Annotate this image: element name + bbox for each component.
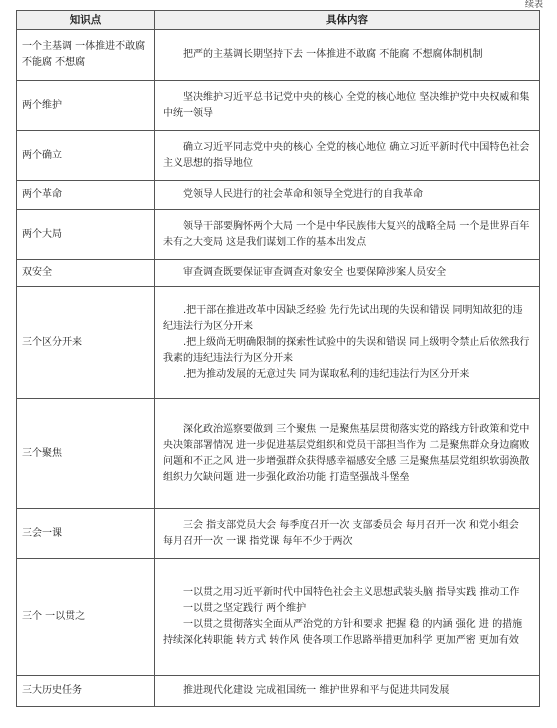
row-topic: 两个维护 bbox=[17, 81, 155, 131]
table-row bbox=[17, 81, 540, 131]
table-row bbox=[17, 260, 540, 287]
content-line: 审查调查既要保证审查调查对象安全 也要保障涉案人员安全 bbox=[183, 267, 447, 278]
continued-label: 续表 bbox=[524, 0, 543, 10]
table-row bbox=[17, 131, 540, 181]
row-content bbox=[155, 559, 540, 676]
row-topic: 双安全 bbox=[17, 260, 155, 287]
row-topic: 三大历史任务 bbox=[17, 676, 155, 707]
table-row bbox=[17, 30, 540, 81]
content-line: 推进现代化建设 完成祖国统一 维护世界和平与促进共同发展 bbox=[183, 685, 450, 696]
row-topic: 两个大局 bbox=[17, 210, 155, 260]
row-topic: 一个主基调 一体推进不敢腐 不能腐 不想腐 bbox=[17, 30, 155, 81]
row-content bbox=[155, 210, 540, 260]
content-line: .把上级尚无明确限制的探索性试验中的失误和错误 同上级明令禁止后依然我行我素的违纪违法行为区分开来 bbox=[163, 336, 530, 364]
row-content bbox=[155, 287, 540, 399]
content-line: 把严的主基调长期坚持下去 一体推进不敢腐 不能腐 不想腐体制机制 bbox=[183, 49, 483, 60]
content-line: 坚决维护习近平总书记党中央的核心 全党的核心地位 坚决维护党中央权威和集中统一领导 bbox=[163, 91, 530, 119]
row-content bbox=[155, 399, 540, 509]
header-content: 具体内容 bbox=[155, 11, 540, 30]
row-topic: 三个 一以贯之 bbox=[17, 559, 155, 676]
table-row bbox=[17, 181, 540, 210]
content-line: 一以贯之坚定践行 两个维护 bbox=[183, 603, 307, 614]
row-content bbox=[155, 260, 540, 287]
table-row bbox=[17, 287, 540, 399]
content-line: 一以贯之贯彻落实全面从严治党的方针和要求 把握 稳 的内涵 强化 进 的措施 持续深化转职能 转方式 转作风 使各项工作思路举措更加科学 更加严密 更加有效 bbox=[163, 619, 523, 646]
row-content bbox=[155, 131, 540, 181]
knowledge-table bbox=[16, 10, 540, 707]
row-topic: 两个革命 bbox=[17, 181, 155, 210]
row-content bbox=[155, 30, 540, 81]
row-topic: 两个确立 bbox=[17, 131, 155, 181]
content-line: 党领导人民进行的社会革命和领导全党进行的自我革命 bbox=[183, 189, 423, 200]
row-content bbox=[155, 676, 540, 707]
content-line: 三会 指支部党员大会 每季度召开一次 支部委员会 每月召开一次 和党小组会 每月召开一次 一课 指党课 每年不少于两次 bbox=[163, 519, 519, 547]
row-content bbox=[155, 181, 540, 210]
table-header-row bbox=[17, 11, 540, 30]
row-content bbox=[155, 509, 540, 559]
content-line: 领导干部要胸怀两个大局 一个是中华民族伟大复兴的战略全局 一个是世界百年未有之大变局 这是我们谋划工作的基本出发点 bbox=[163, 220, 530, 248]
row-topic: 三会一课 bbox=[17, 509, 155, 559]
content-line: 深化政治巡察要做到 三个聚焦 一是聚焦基层贯彻落实党的路线方针政策和党中央决策部署情况 进一步促进基层党组织和党员干部担当作为 二是聚焦群众身边腐败问题和不正之风 进一步增强群众获得感幸福感安全感 三是聚焦基层党组织软弱涣散 组织力欠缺问题 进一步强化政治功能 打造坚强战斗堡垒 bbox=[163, 423, 530, 483]
content-line: 确立习近平同志党中央的核心 全党的核心地位 确立习近平新时代中国特色社会主义思想的指导地位 bbox=[163, 141, 530, 169]
content-line: 一以贯之用习近平新时代中国特色社会主义思想武装头脑 指导实践 推动工作 bbox=[183, 587, 520, 598]
table-row bbox=[17, 676, 540, 707]
content-line: .把干部在推进改革中因缺乏经验 先行先试出现的失误和错误 同明知故犯的违纪违法行为区分开来 bbox=[163, 304, 523, 332]
content-line: .把为推动发展的无意过失 同为谋取私利的违纪违法行为区分开来 bbox=[183, 368, 470, 380]
table-row bbox=[17, 399, 540, 509]
table-row bbox=[17, 210, 540, 260]
header-topic: 知识点 bbox=[17, 11, 155, 30]
row-content bbox=[155, 81, 540, 131]
table-row bbox=[17, 509, 540, 559]
row-topic: 三个区分开来 bbox=[17, 287, 155, 399]
table-row bbox=[17, 559, 540, 676]
row-topic: 三个聚焦 bbox=[17, 399, 155, 509]
